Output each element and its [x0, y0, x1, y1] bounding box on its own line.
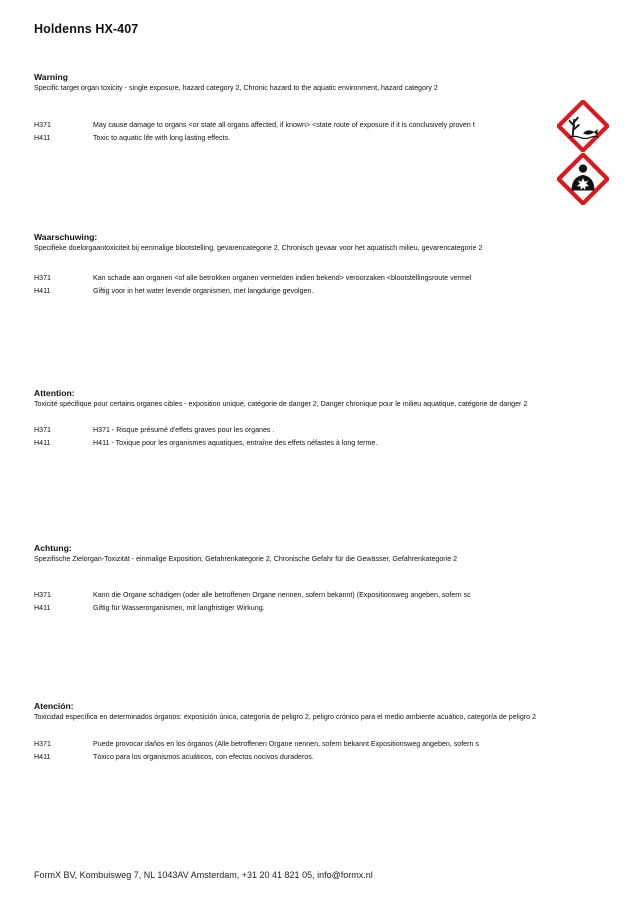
section-fr	[34, 388, 554, 452]
hazard-code: H371	[34, 120, 51, 129]
hazard-statement-row	[34, 753, 546, 766]
hazard-statement-row	[34, 287, 546, 300]
hazard-text: Toxic to aquatic life with long lasting effects.	[93, 133, 231, 142]
hazard-code: H411	[34, 603, 51, 612]
document-title: Holdenns HX-407	[34, 22, 139, 36]
section-heading: Atención:	[34, 701, 74, 711]
hazard-text: Kan schade aan organen <of alle betrokken organen vermelden indien bekend> veroorzaken <blootstellingsroute vermel	[93, 273, 472, 282]
section-description: Spezifische Zielorgan-Toxizität - einmalige Exposition, Gefahrenkategorie 2, Chronische Gefahr für die Gewässer, Gefahrenkategorie 2	[34, 555, 458, 563]
hazard-statement-list	[34, 591, 554, 617]
hazard-code: H411	[34, 438, 51, 447]
hazard-statement-list	[34, 740, 554, 766]
section-heading: Attention:	[34, 388, 75, 398]
section-heading: Achtung:	[34, 543, 72, 553]
hazard-statement-row	[34, 426, 546, 439]
hazard-statement-list	[34, 426, 554, 452]
hazard-statement-row	[34, 740, 546, 753]
section-nl	[34, 232, 554, 300]
hazard-statement-row	[34, 604, 546, 617]
hazard-code: H411	[34, 133, 51, 142]
company-footer: FormX BV, Kombuisweg 7, NL 1043AV Amsterdam, +31 20 41 821 05, info@formx.nl	[34, 870, 373, 880]
hazard-text: Puede provocar daños en los órganos (Alle betroffenen Organe nennen, sofern bekannt Expositionsweg angeben, sofern s	[93, 739, 479, 748]
environment-hazard-icon	[557, 100, 609, 152]
hazard-code: H411	[34, 752, 51, 761]
hazard-statement-row	[34, 591, 546, 604]
hazard-statement-row	[34, 121, 546, 134]
hazard-text: H371 - Risque présumé d'effets graves pour les organes .	[93, 425, 275, 434]
hazard-text: May cause damage to organs <or state all organs affected, if known> <state route of exposure if it is conclusively proven t	[93, 120, 475, 129]
hazard-statement-row	[34, 134, 546, 147]
section-heading: Warning	[34, 72, 69, 82]
hazard-code: H371	[34, 590, 51, 599]
hazard-text: Kann die Organe schädigen (oder alle betroffenen Organe nennen, sofern bekannt) (Expositionsweg angeben, sofern sc	[93, 590, 471, 599]
hazard-statement-row	[34, 439, 546, 452]
hazard-statement-list	[34, 274, 554, 300]
section-description: Toxicidad específica en determinados órganos: exposición única, categoría de peligro 2, peligro crónico para el medio ambiente acuático, categoría de peligro 2	[34, 713, 536, 721]
hazard-statement-row	[34, 274, 546, 287]
section-description: Toxicité spécifique pour certains organes cibles - exposition unique, catégorie de danger 2, Danger chronique pour le milieu aquatique, catégorie de danger 2	[34, 400, 528, 408]
section-description: Specific target organ toxicity - single exposure, hazard category 2, Chronic hazard to the aquatic environment, hazard category 2	[34, 84, 438, 92]
hazard-code: H371	[34, 273, 51, 282]
hazard-statement-list	[34, 121, 554, 147]
hazard-text: H411 - Toxique pour les organismes aquatiques, entraîne des effets néfastes à long terme.	[93, 438, 378, 447]
hazard-text: Giftig voor in het water levende organismen, met langdurige gevolgen.	[93, 286, 314, 295]
hazard-code: H371	[34, 425, 51, 434]
health-hazard-icon	[557, 153, 609, 205]
section-heading: Waarschuwing:	[34, 232, 98, 242]
ghs-pictograms	[557, 100, 609, 206]
section-description: Specifieke doelorgaantoxiciteit bij eenmalige blootstelling, gevarencategorie 2, Chronisch gevaar voor het aquatisch milieu, gevarencategorie 2	[34, 244, 483, 252]
section-de	[34, 543, 554, 617]
hazard-code: H371	[34, 739, 51, 748]
section-es	[34, 701, 554, 766]
hazard-text: Giftig für Wasserorganismen, mit langfristiger Wirkung.	[93, 603, 265, 612]
section-en	[34, 72, 554, 147]
hazard-text: Tóxico para los organismos acuáticos, con efectos nocivos duraderos.	[93, 752, 314, 761]
hazard-code: H411	[34, 286, 51, 295]
